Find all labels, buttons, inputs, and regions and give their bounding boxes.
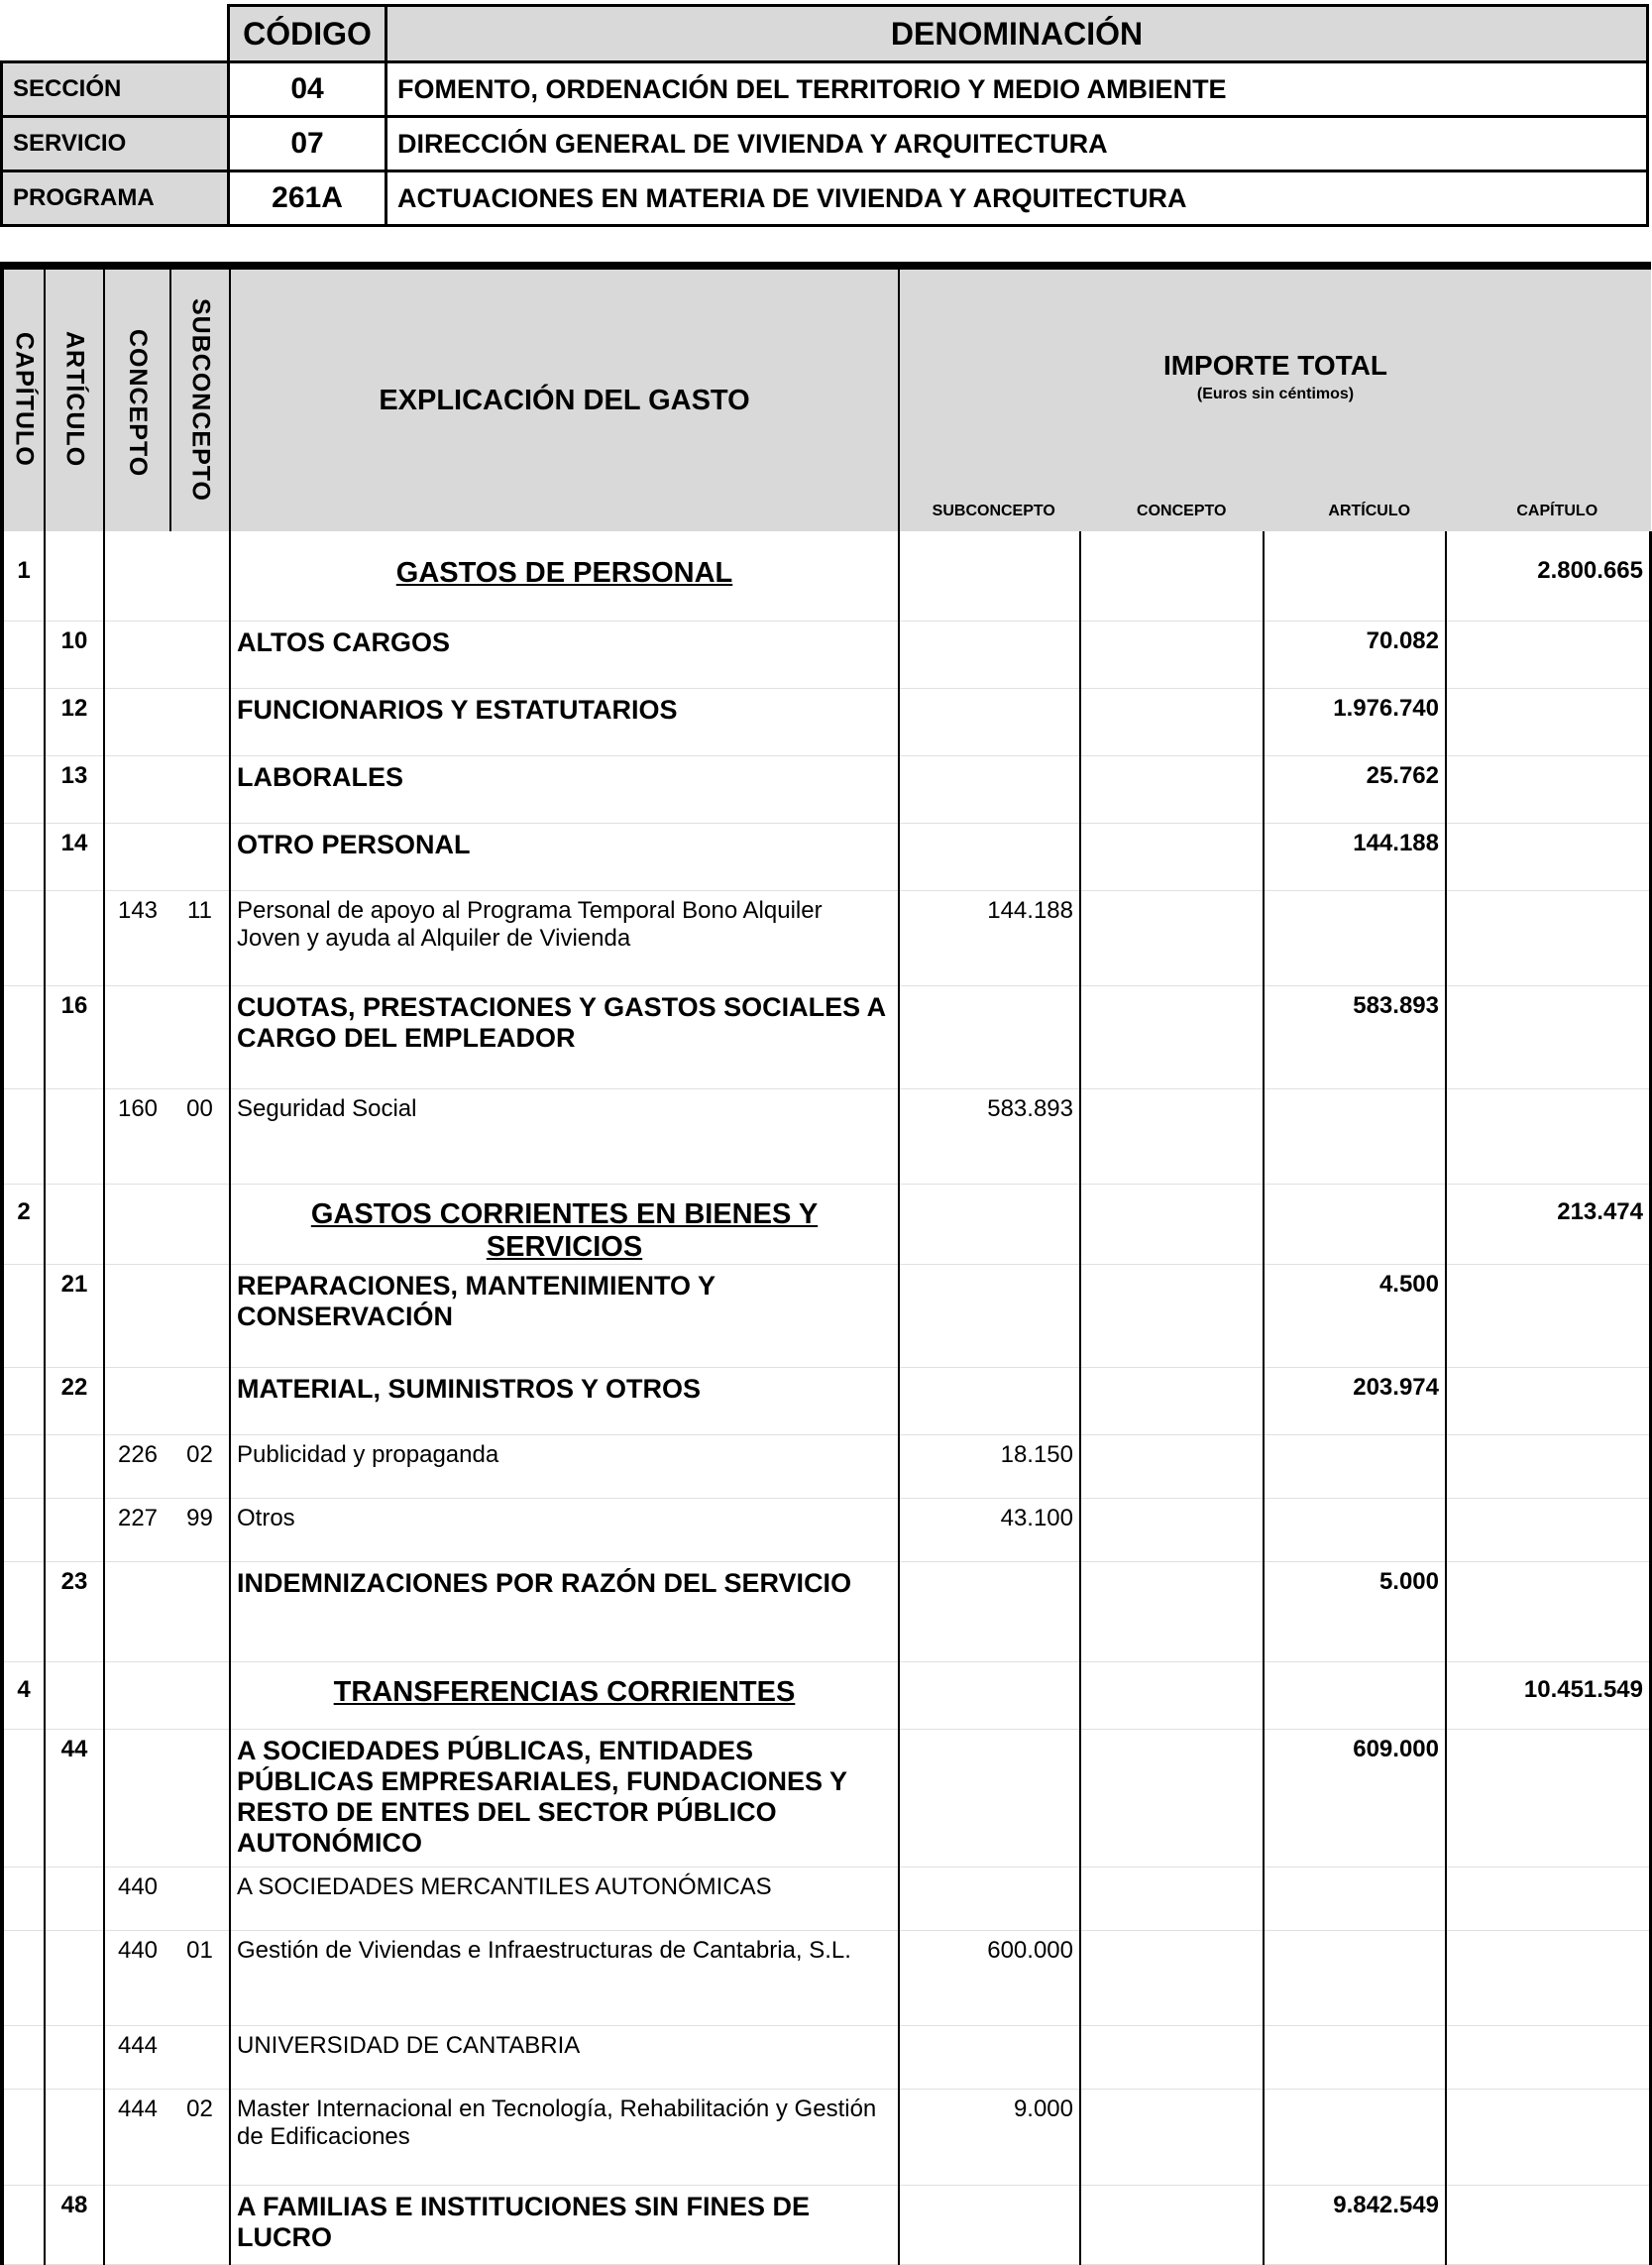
capitulo-code [2,890,45,985]
blank-cell [2,6,229,62]
amount-concepto [1080,1088,1264,1184]
capitulo-code [2,1867,45,1930]
table-row [2,531,1651,621]
capitulo-code: 2 [2,1184,45,1264]
table-row [2,621,1651,688]
amount-concepto [1080,2185,1264,2264]
capitulo-code: 1 [2,531,45,621]
amount-articulo: 4.500 [1264,1264,1446,1367]
expense-description: CUOTAS, PRESTACIONES Y GASTOS SOCIALES A CARGO DEL EMPLEADOR [230,985,899,1088]
amount-articulo [1264,1184,1446,1264]
importe-col-capitulo: CAPÍTULO [1516,503,1598,519]
expense-description: ALTOS CARGOS [230,621,899,688]
expense-description: UNIVERSIDAD DE CANTABRIA [230,2025,899,2089]
capitulo-code [2,1729,45,1867]
amount-subconcepto [899,1867,1080,1930]
amount-subconcepto: 144.188 [899,890,1080,985]
amount-articulo: 583.893 [1264,985,1446,1088]
concepto-code: 143 [104,890,170,985]
amount-concepto [1080,1184,1264,1264]
capitulo-code [2,621,45,688]
table-row [2,823,1651,890]
subconcepto-code [170,1729,230,1867]
amount-articulo: 1.976.740 [1264,688,1446,755]
amount-articulo: 5.000 [1264,1561,1446,1661]
col-concepto: CONCEPTO [104,266,170,531]
importe-col-subconcepto: SUBCONCEPTO [932,503,1055,519]
amount-concepto [1080,1930,1264,2025]
amount-capitulo [1446,2185,1651,2264]
amount-articulo [1264,1661,1446,1729]
articulo-code: 22 [45,1367,104,1434]
concepto-code [104,823,170,890]
articulo-code: 14 [45,823,104,890]
table-row [2,1367,1651,1434]
importe-subtitle: (Euros sin céntimos) [1196,386,1355,402]
amount-subconcepto: 9.000 [899,2089,1080,2185]
amount-subconcepto [899,1661,1080,1729]
subconcepto-code [170,1264,230,1367]
table-row [2,1184,1651,1264]
expense-description: Gestión de Viviendas e Infraestructuras de Cantabria, S.L. [230,1930,899,2025]
table-row [2,1867,1651,1930]
expense-description: GASTOS CORRIENTES EN BIENES Y SERVICIOS [230,1184,899,1264]
expense-description: INDEMNIZACIONES POR RAZÓN DEL SERVICIO [230,1561,899,1661]
expense-table [0,262,1652,2265]
articulo-code [45,531,104,621]
col-importe [899,266,1651,531]
capitulo-code [2,1498,45,1561]
concepto-code [104,2185,170,2264]
amount-capitulo [1446,890,1651,985]
expense-description: TRANSFERENCIAS CORRIENTES [230,1661,899,1729]
capitulo-code [2,755,45,823]
capitulo-code: 4 [2,1661,45,1729]
seccion-name: FOMENTO, ORDENACIÓN DEL TERRITORIO Y MEDIO AMBIENTE [386,62,1648,117]
codigo-header: CÓDIGO [229,6,386,62]
articulo-code [45,890,104,985]
amount-subconcepto [899,1729,1080,1867]
amount-articulo: 144.188 [1264,823,1446,890]
seccion-label: SECCIÓN [2,62,229,117]
concepto-code: 226 [104,1434,170,1498]
concepto-code [104,1661,170,1729]
amount-subconcepto: 600.000 [899,1930,1080,2025]
table-row [2,2089,1651,2185]
amount-capitulo [1446,2025,1651,2089]
seccion-code: 04 [229,62,386,117]
amount-capitulo [1446,823,1651,890]
capitulo-code [2,1264,45,1367]
amount-capitulo [1446,1498,1651,1561]
capitulo-code [2,1088,45,1184]
amount-subconcepto [899,2025,1080,2089]
concepto-code: 160 [104,1088,170,1184]
expense-description: GASTOS DE PERSONAL [230,531,899,621]
subconcepto-code: 01 [170,1930,230,2025]
concepto-code [104,1561,170,1661]
expense-description: Personal de apoyo al Programa Temporal Bono Alquiler Joven y ayuda al Alquiler de Vivienda [230,890,899,985]
amount-capitulo: 213.474 [1446,1184,1651,1264]
amount-articulo: 609.000 [1264,1729,1446,1867]
amount-capitulo [1446,1264,1651,1367]
subconcepto-code: 11 [170,890,230,985]
expense-description: A FAMILIAS E INSTITUCIONES SIN FINES DE LUCRO [230,2185,899,2264]
col-subconcepto: SUBCONCEPTO [170,266,230,531]
articulo-code: 12 [45,688,104,755]
amount-articulo [1264,2089,1446,2185]
table-row [2,985,1651,1088]
amount-capitulo [1446,985,1651,1088]
articulo-code [45,1661,104,1729]
concepto-code [104,1264,170,1367]
amount-concepto [1080,755,1264,823]
amount-subconcepto [899,1561,1080,1661]
amount-concepto [1080,1661,1264,1729]
programa-code: 261A [229,171,386,226]
amount-capitulo [1446,1434,1651,1498]
amount-concepto [1080,823,1264,890]
table-row [2,1434,1651,1498]
amount-capitulo: 10.451.549 [1446,1661,1651,1729]
expense-description: Publicidad y propaganda [230,1434,899,1498]
expense-description: FUNCIONARIOS Y ESTATUTARIOS [230,688,899,755]
articulo-code: 21 [45,1264,104,1367]
articulo-code: 16 [45,985,104,1088]
articulo-code: 44 [45,1729,104,1867]
amount-capitulo [1446,1930,1651,2025]
amount-capitulo [1446,1561,1651,1661]
capitulo-code [2,823,45,890]
expense-description: LABORALES [230,755,899,823]
amount-concepto [1080,1367,1264,1434]
amount-articulo: 70.082 [1264,621,1446,688]
amount-subconcepto: 18.150 [899,1434,1080,1498]
amount-concepto [1080,1264,1264,1367]
articulo-code [45,1184,104,1264]
amount-concepto [1080,985,1264,1088]
expense-description: REPARACIONES, MANTENIMIENTO Y CONSERVACIÓN [230,1264,899,1367]
programa-label: PROGRAMA [2,171,229,226]
amount-concepto [1080,1729,1264,1867]
table-row [2,755,1651,823]
subconcepto-code: 99 [170,1498,230,1561]
amount-concepto [1080,1498,1264,1561]
amount-concepto [1080,2089,1264,2185]
subconcepto-code [170,1184,230,1264]
servicio-label: SERVICIO [2,117,229,171]
concepto-code [104,1184,170,1264]
amount-capitulo [1446,688,1651,755]
concepto-code [104,1729,170,1867]
capitulo-code [2,985,45,1088]
articulo-code [45,1434,104,1498]
amount-subconcepto: 583.893 [899,1088,1080,1184]
servicio-name: DIRECCIÓN GENERAL DE VIVIENDA Y ARQUITECTURA [386,117,1648,171]
table-row [2,1661,1651,1729]
concepto-code: 227 [104,1498,170,1561]
articulo-code [45,1498,104,1561]
amount-concepto [1080,1561,1264,1661]
expense-description: OTRO PERSONAL [230,823,899,890]
articulo-code [45,2025,104,2089]
subconcepto-code [170,621,230,688]
servicio-code: 07 [229,117,386,171]
amount-capitulo [1446,1867,1651,1930]
amount-subconcepto [899,621,1080,688]
articulo-code: 10 [45,621,104,688]
expense-description: A SOCIEDADES PÚBLICAS, ENTIDADES PÚBLICAS EMPRESARIALES, FUNDACIONES Y RESTO DE ENTES DEL SECTOR PÚBLICO AUTONÓMICO [230,1729,899,1867]
amount-articulo: 203.974 [1264,1367,1446,1434]
expense-description: Master Internacional en Tecnología, Rehabilitación y Gestión de Edificaciones [230,2089,899,2185]
col-explicacion: EXPLICACIÓN DEL GASTO [230,266,899,531]
articulo-code: 48 [45,2185,104,2264]
subconcepto-code [170,755,230,823]
subconcepto-code: 02 [170,2089,230,2185]
amount-articulo [1264,2025,1446,2089]
capitulo-code [2,2089,45,2185]
amount-articulo: 9.842.549 [1264,2185,1446,2264]
concepto-code [104,1367,170,1434]
capitulo-code [2,2185,45,2264]
amount-capitulo [1446,1088,1651,1184]
amount-subconcepto [899,1367,1080,1434]
amount-concepto [1080,688,1264,755]
expense-description: Otros [230,1498,899,1561]
importe-col-articulo: ARTÍCULO [1328,503,1411,519]
amount-articulo [1264,1088,1446,1184]
amount-subconcepto [899,531,1080,621]
expense-description: A SOCIEDADES MERCANTILES AUTONÓMICAS [230,1867,899,1930]
subconcepto-code [170,531,230,621]
amount-articulo [1264,1434,1446,1498]
table-row [2,1088,1651,1184]
amount-concepto [1080,1867,1264,1930]
capitulo-code [2,1434,45,1498]
amount-concepto [1080,2025,1264,2089]
amount-subconcepto [899,985,1080,1088]
subconcepto-code [170,2185,230,2264]
amount-capitulo [1446,621,1651,688]
concepto-code [104,755,170,823]
articulo-code [45,1088,104,1184]
amount-articulo [1264,531,1446,621]
amount-capitulo [1446,1367,1651,1434]
amount-articulo [1264,1498,1446,1561]
program-header-table [0,4,1649,227]
concepto-code [104,985,170,1088]
amount-articulo [1264,1867,1446,1930]
amount-concepto [1080,531,1264,621]
amount-capitulo [1446,2089,1651,2185]
capitulo-code [2,688,45,755]
amount-subconcepto [899,1184,1080,1264]
importe-col-concepto: CONCEPTO [1137,503,1227,519]
col-capitulo: CAPÍTULO [2,266,45,531]
table-row [2,2025,1651,2089]
programa-name: ACTUACIONES EN MATERIA DE VIVIENDA Y ARQUITECTURA [386,171,1648,226]
subconcepto-code [170,1561,230,1661]
amount-subconcepto [899,755,1080,823]
subconcepto-code [170,823,230,890]
amount-subconcepto [899,688,1080,755]
table-row [2,1930,1651,2025]
subconcepto-code [170,1867,230,1930]
amount-subconcepto [899,823,1080,890]
amount-articulo [1264,1930,1446,2025]
table-row [2,1561,1651,1661]
capitulo-code [2,1367,45,1434]
articulo-code [45,1930,104,2025]
articulo-code [45,1867,104,1930]
expense-description: Seguridad Social [230,1088,899,1184]
expense-description: MATERIAL, SUMINISTROS Y OTROS [230,1367,899,1434]
subconcepto-code [170,2025,230,2089]
amount-concepto [1080,890,1264,985]
subconcepto-code [170,985,230,1088]
denominacion-header: DENOMINACIÓN [386,6,1648,62]
amount-capitulo [1446,1729,1651,1867]
amount-capitulo [1446,755,1651,823]
table-row [2,890,1651,985]
articulo-code: 13 [45,755,104,823]
articulo-code: 23 [45,1561,104,1661]
amount-subconcepto [899,2185,1080,2264]
table-row [2,1498,1651,1561]
col-articulo: ARTÍCULO [45,266,104,531]
capitulo-code [2,1561,45,1661]
concepto-code: 440 [104,1930,170,2025]
table-row [2,2185,1651,2264]
concepto-code [104,688,170,755]
capitulo-code [2,2025,45,2089]
amount-articulo: 25.762 [1264,755,1446,823]
subconcepto-code [170,1661,230,1729]
concepto-code: 444 [104,2025,170,2089]
articulo-code [45,2089,104,2185]
concepto-code [104,621,170,688]
table-row [2,688,1651,755]
amount-concepto [1080,621,1264,688]
table-row [2,1729,1651,1867]
subconcepto-code [170,1367,230,1434]
table-row [2,1264,1651,1367]
concepto-code: 444 [104,2089,170,2185]
subconcepto-code [170,688,230,755]
amount-concepto [1080,1434,1264,1498]
capitulo-code [2,1930,45,2025]
concepto-code: 440 [104,1867,170,1930]
importe-title: IMPORTE TOTAL [1162,350,1388,381]
subconcepto-code: 00 [170,1088,230,1184]
concepto-code [104,531,170,621]
amount-capitulo: 2.800.665 [1446,531,1651,621]
subconcepto-code: 02 [170,1434,230,1498]
amount-subconcepto: 43.100 [899,1498,1080,1561]
amount-subconcepto [899,1264,1080,1367]
amount-articulo [1264,890,1446,985]
